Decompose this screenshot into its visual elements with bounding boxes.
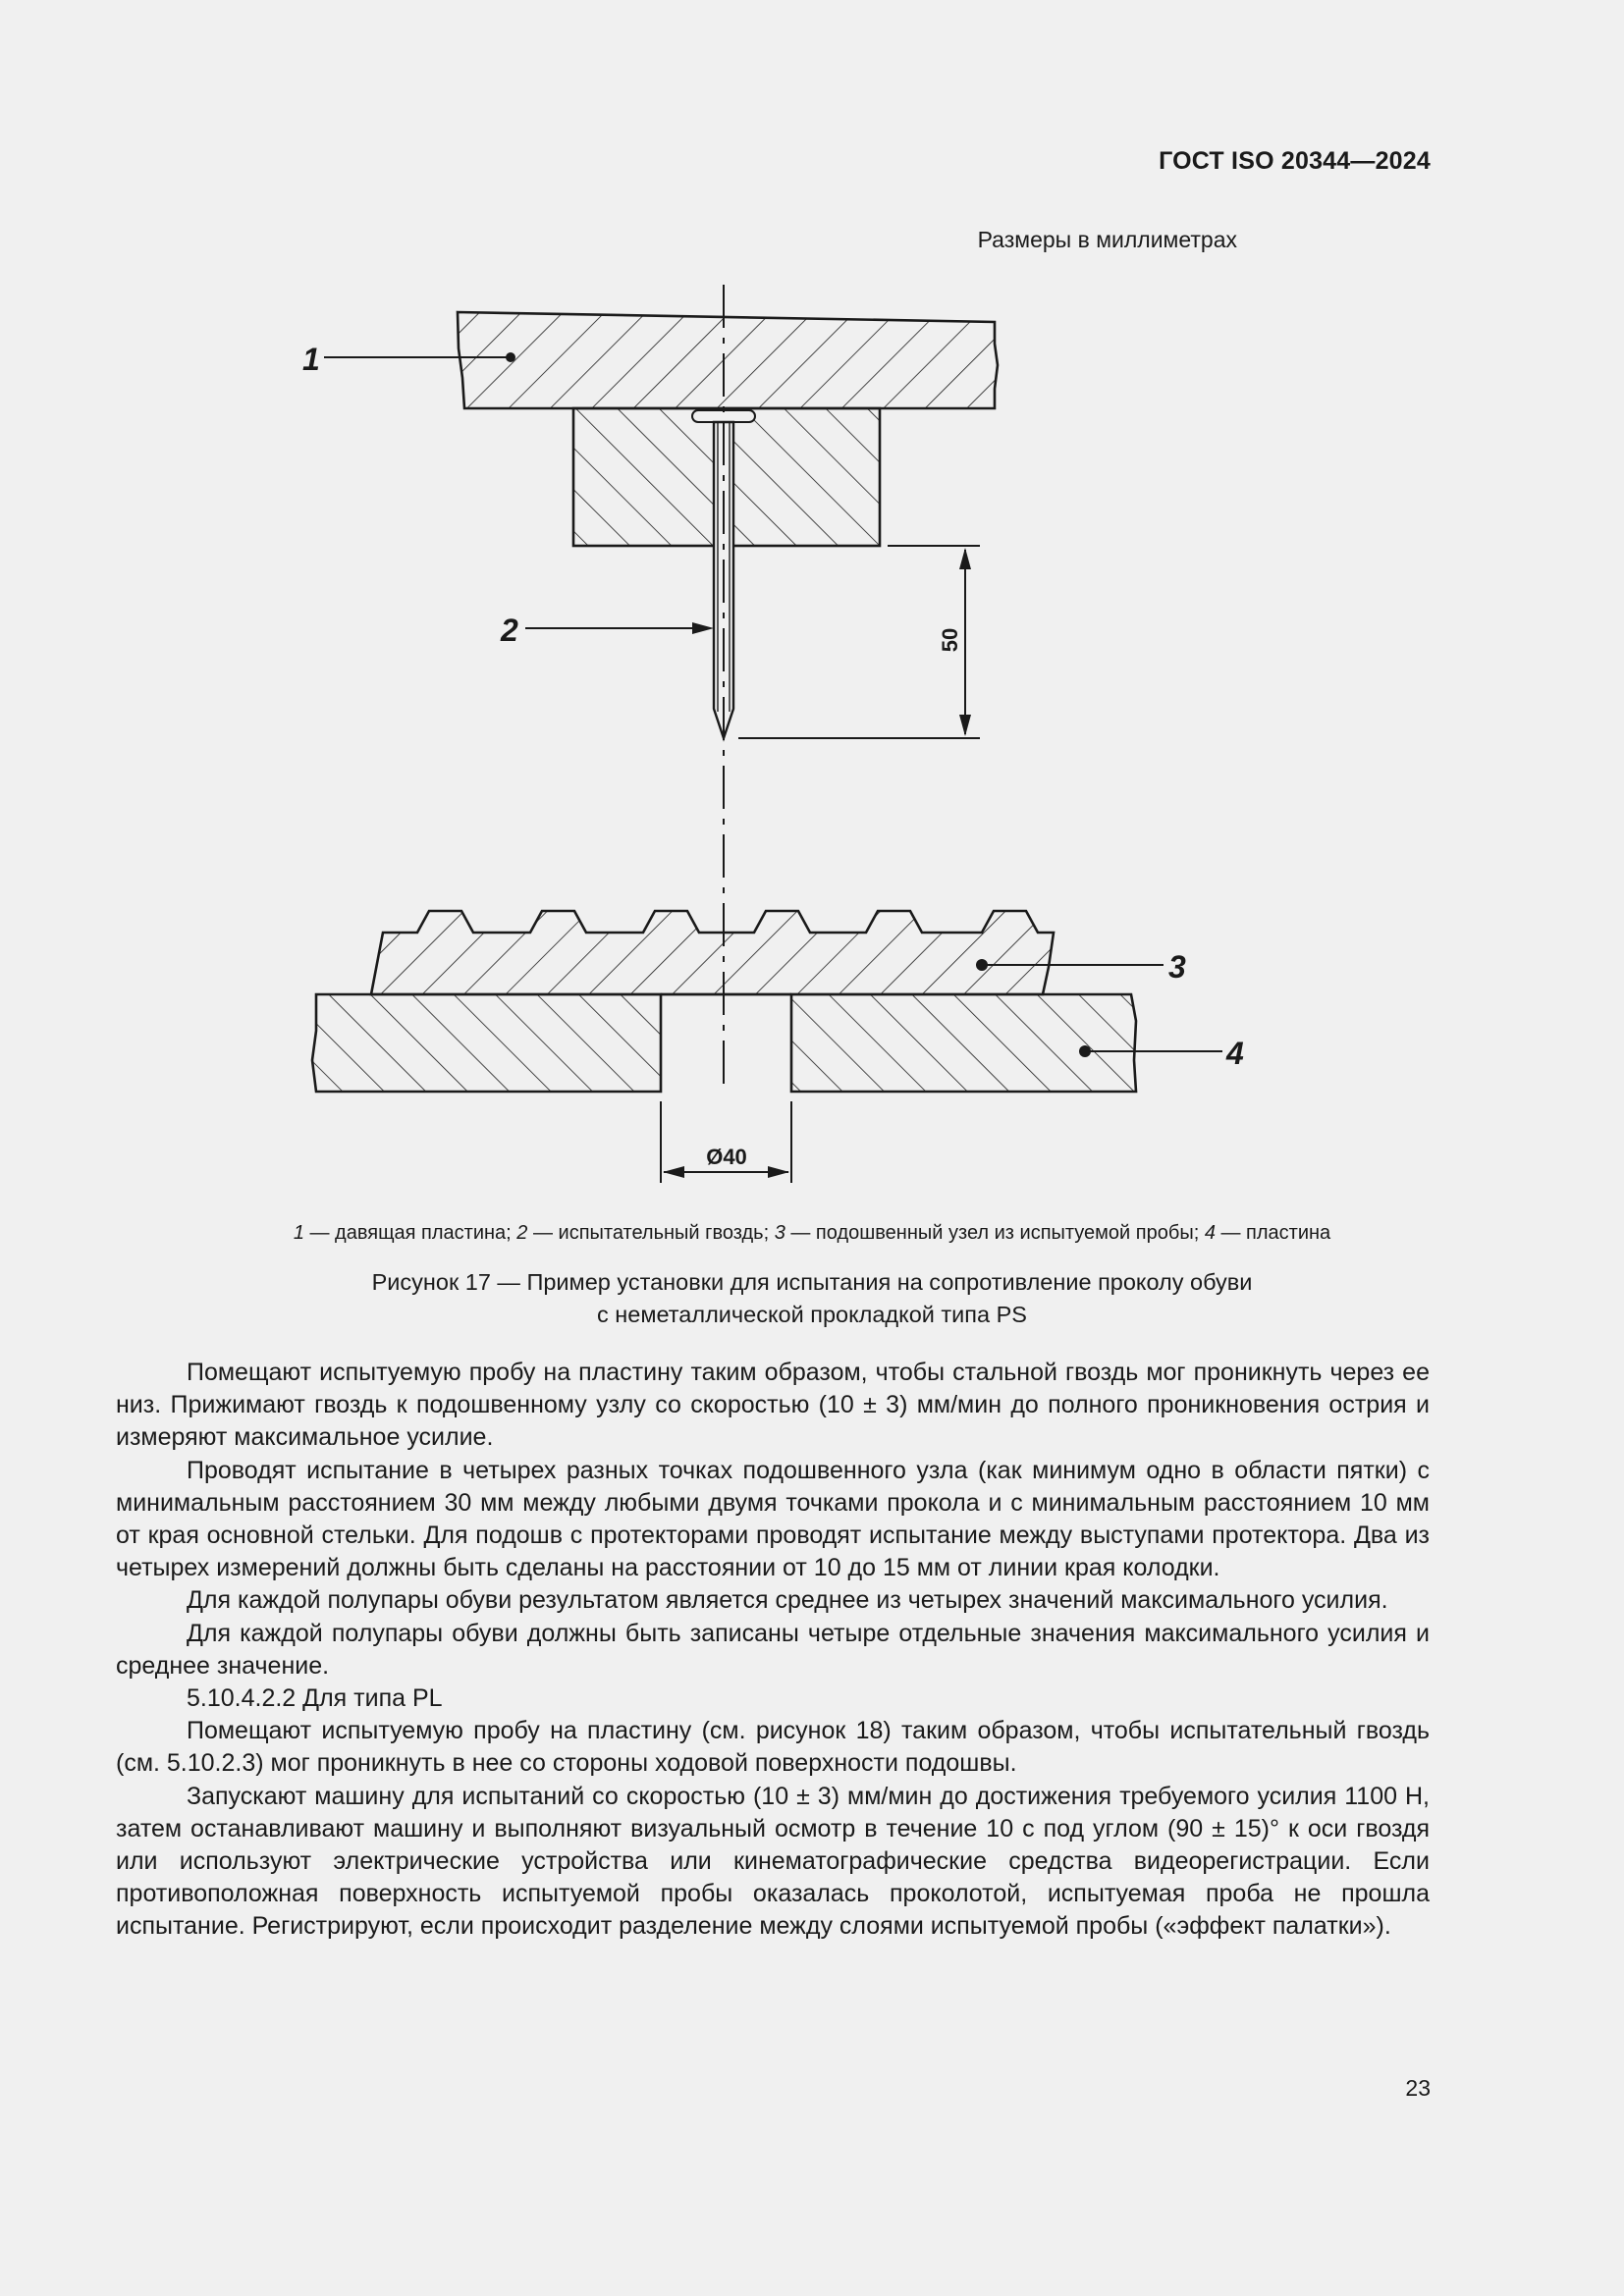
section-heading: 5.10.4.2.2 Для типа PL xyxy=(187,1684,443,1713)
paragraph: Проводят испытание в четырех разных точках подошвенного узла (как минимум одно в области пятки) с минимальным расстоянием 30 мм между любыми двумя точками прокола и с минимальным расстоянием 10 мм от края основной стельки. Для подошв с протекторами проводят испытание между выступами протектора. Два из четырех измерений должны быть сделаны на расстоянии от 10 до 15 мм от линии края колодки. xyxy=(116,1456,1430,1582)
paragraph: Помещают испытуемую пробу на пластину (см. рисунок 18) таким образом, чтобы испытательный гвоздь (см. 5.10.2.3) мог проникнуть в нее со стороны ходовой поверхности подошвы. xyxy=(116,1717,1430,1778)
figure-legend xyxy=(0,1222,1624,1245)
sole-assembly xyxy=(371,911,1054,994)
legend-num-3: 3 xyxy=(774,1222,785,1244)
standard-header: ГОСТ ISO 20344—2024 xyxy=(1159,147,1431,175)
legend-num-4: 4 xyxy=(1204,1222,1216,1244)
dimensions-note: Размеры в миллиметрах xyxy=(977,227,1237,252)
paragraph: Для каждой полупары обуви результатом является среднее из четырех значений максимального усилия. xyxy=(187,1586,1388,1615)
legend-text-3: — подошвенный узел из испытуемой пробы; xyxy=(785,1222,1205,1244)
dimension-d40 xyxy=(661,1101,791,1183)
legend-num-1: 1 xyxy=(293,1222,304,1244)
legend-text-4: — пластина xyxy=(1215,1222,1331,1244)
body-text xyxy=(116,1357,1430,1944)
paragraph: Помещают испытуемую пробу на пластину таким образом, чтобы стальной гвоздь мог проникнуть через ее низ. Прижимают гвоздь к подошвенному узлу со скоростью (10 ± 3) мм/мин до полного проникновения острия и измеряют максимальное усилие. xyxy=(116,1359,1430,1452)
caption-line-1: Рисунок 17 — Пример установки для испытания на сопротивление проколу обуви xyxy=(371,1269,1253,1295)
pressure-plate xyxy=(458,312,998,408)
paragraph: Для каждой полупары обуви должны быть записаны четыре отдельные значения максимального усилия и среднее значение. xyxy=(116,1619,1430,1680)
legend-num-2: 2 xyxy=(516,1222,528,1244)
legend-text-2: — испытательный гвоздь; xyxy=(527,1222,775,1244)
legend-text-1: — давящая пластина; xyxy=(303,1222,517,1244)
dimension-50-label: 50 xyxy=(938,627,962,653)
page-number: 23 xyxy=(1405,2075,1431,2101)
paragraph: Запускают машину для испытаний со скоростью (10 ± 3) мм/мин до достижения требуемого усилия 1100 Н, затем останавливают машину и выполняют визуальный осмотр в течение 10 с под углом (90 ± 15)° к оси гвоздя или используют электрические устройства или кинематографические средства видеорегистрации. Если противоположная поверхность испытуемой пробы оказалась проколотой, испытуемая проба не прошла испытание. Регистрируют, если происходит разделение между слоями испытуемой пробы («эффект палатки»). xyxy=(116,1782,1430,1941)
dimension-d40-label: Ø40 xyxy=(706,1145,747,1169)
base-plate-right xyxy=(791,994,1136,1092)
callout-3: 3 xyxy=(1168,949,1186,985)
callout-1: 1 xyxy=(302,342,320,377)
callout-2: 2 xyxy=(501,613,518,648)
callout-4: 4 xyxy=(1226,1036,1244,1071)
base-plate-left xyxy=(312,994,661,1092)
caption-line-2: с неметаллической прокладкой типа PS xyxy=(597,1302,1027,1327)
figure-caption xyxy=(0,1266,1624,1331)
